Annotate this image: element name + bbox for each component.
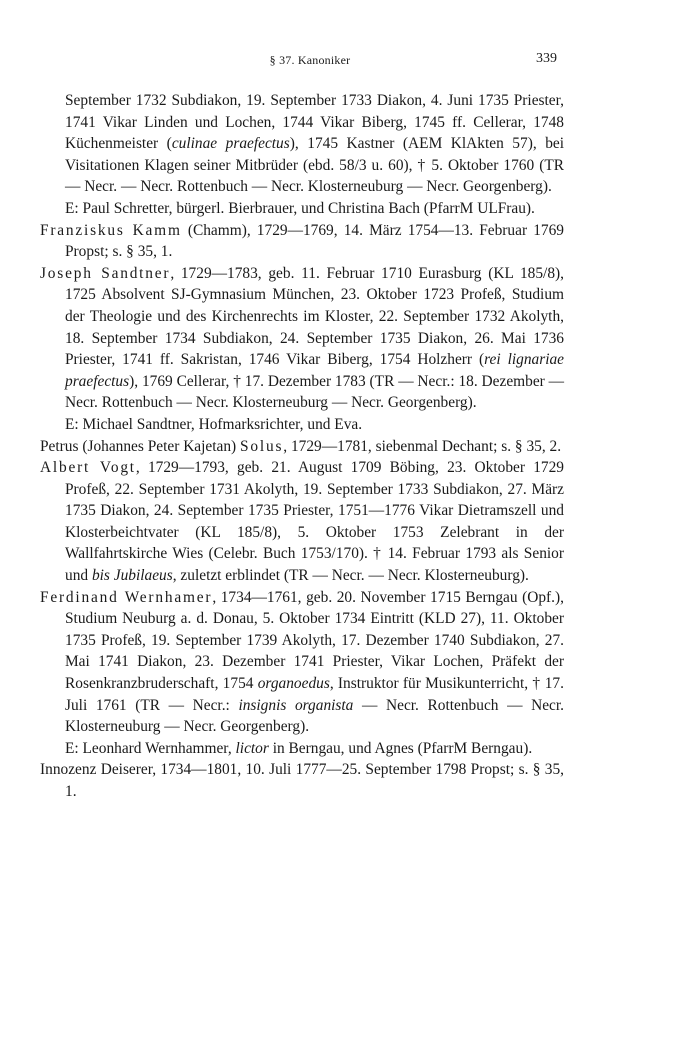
latin-term: organoedus (257, 675, 330, 693)
person-name: Wernhamer (124, 588, 213, 606)
person-name: Solus (240, 437, 284, 455)
person-name: Franziskus (40, 221, 133, 239)
entry-text: September 1732 Subdiakon, 19. September 1733 Diakon, 4. Juni 1735 Priester, 1741 Vikar Linden und Lochen, 1744 Vikar Biberg, 1745 ff. Cellerar, 1748 Küchenmeister ( (65, 92, 564, 153)
person-name: Ferdinand (40, 588, 125, 606)
latin-term: bis Jubilaeus (91, 567, 173, 585)
person-name: Sandtner (101, 264, 171, 282)
entry-continuation (40, 90, 564, 198)
entry-paragraph (40, 220, 564, 263)
entry-text: , 1729—1781, siebenmal Dechant; s. § 35, 2. (283, 437, 562, 455)
entry-text: , zuletzt erblindet (TR — Necr. — Necr. Klosterneuburg). (172, 567, 529, 585)
latin-term: rei lignariae praefectus (65, 351, 565, 390)
entry-text: , 1729—1793, geb. 21. August 1709 Böbing, 23. Oktober 1729 Profeß, 22. September 1731 Akolyth, 19. September 1733 Subdiakon, 27. März 1735 Diakon, 24. September 1735 Priester, 1751—1776 Vikar Dietramszell und Klosterbeichtvater (KL 185/8), 5. Oktober 1753 Zelebrant in der Wallfahrtskirche Wies (Celebr. Buch 1753/170). † 14. Februar 1793 als Senior und (65, 459, 564, 585)
entry-continuation (40, 414, 564, 436)
running-title: § 37. Kanoniker (269, 53, 351, 67)
entry-text: (Chamm), 1729—1769, 14. März 1754—13. Februar 1769 Propst; s. § 35, 1. (65, 221, 564, 261)
entry-text: in Berngau, und Agnes (PfarrM Berngau). (268, 739, 533, 757)
page-number: 339 (536, 51, 557, 66)
latin-term: lictor (235, 739, 269, 757)
entry-paragraph (40, 587, 564, 738)
entry-text: ), 1769 Cellerar, † 17. Dezember 1783 (TR — Necr.: 18. Dezember — Necr. Rottenbuch — Necr. Klosterneuburg — Necr. Georgenberg). (65, 372, 565, 412)
entry-text: — Necr. Rottenbuch — Necr. Klosterneuburg — Necr. Georgenberg). (65, 696, 564, 736)
entry-text: , Instruktor für Musikunterricht, † 17. Juli 1761 (TR — Necr.: (65, 675, 564, 714)
person-name: Kamm (132, 221, 182, 239)
entry-text: E: Michael Sandtner, Hofmarksrichter, und Eva. (65, 415, 363, 433)
entry-text: E: Paul Schretter, bürgerl. Bierbrauer, und Christina Bach (PfarrM ULFrau). (65, 199, 535, 217)
entry-text: Petrus (Johannes Peter Kajetan) (40, 437, 241, 455)
latin-term: culinae praefectus (171, 135, 290, 153)
entry-text: ), 1745 Kastner (AEM KlAkten 57), bei Visitationen Klagen seiner Mitbrüder (ebd. 58/3 u. 60), † 5. Oktober 1760 (TR — Necr. — Necr. Rottenbuch — Necr. Klosterneuburg — Necr. Georgenberg). (65, 135, 564, 196)
entry-continuation (40, 198, 564, 220)
entry-paragraph (40, 436, 564, 458)
entry-text: , 1734—1761, geb. 20. November 1715 Berngau (Opf.), Studium Neuburg a. d. Donau, 5. Oktober 1734 Eintritt (KLD 27), 11. Oktober 1735 Profeß, 19. September 1739 Akolyth, 17. Dezember 1740 Subdiakon, 27. Mai 1741 Diakon, 23. Dezember 1741 Priester, Vikar Lochen, Präfekt der Rosenkranzbruderschaft, 1754 (65, 588, 564, 693)
entry-text: E: Leonhard Wernhammer, (65, 739, 236, 757)
entry-paragraph (40, 759, 564, 802)
body-text (40, 90, 564, 803)
running-head (0, 53, 700, 73)
entry-text: , 1729—1783, geb. 11. Februar 1710 Eurasburg (KL 185/8), 1725 Absolvent SJ-Gymnasium München, 23. Oktober 1723 Profeß, Studium der Theologie und des Kirchenrechts im Kloster, 22. September 1732 Akolyth, 18. September 1734 Subdiakon, 24. September 1735 Diakon, 26. Mai 1736 Priester, 1741 ff. Sakristan, 1746 Vikar Biberg, 1754 Holzherr ( (65, 264, 565, 369)
entry-paragraph (40, 263, 564, 414)
latin-term: insignis organista (238, 696, 354, 714)
person-name: Albert (40, 459, 100, 477)
person-name: Joseph (40, 264, 102, 282)
entry-continuation (40, 738, 564, 760)
person-name: Vogt (99, 459, 136, 477)
entry-paragraph (40, 457, 564, 587)
entry-text: Innozenz Deiserer, 1734—1801, 10. Juli 1777—25. September 1798 Propst; s. § 35, 1. (40, 761, 564, 800)
